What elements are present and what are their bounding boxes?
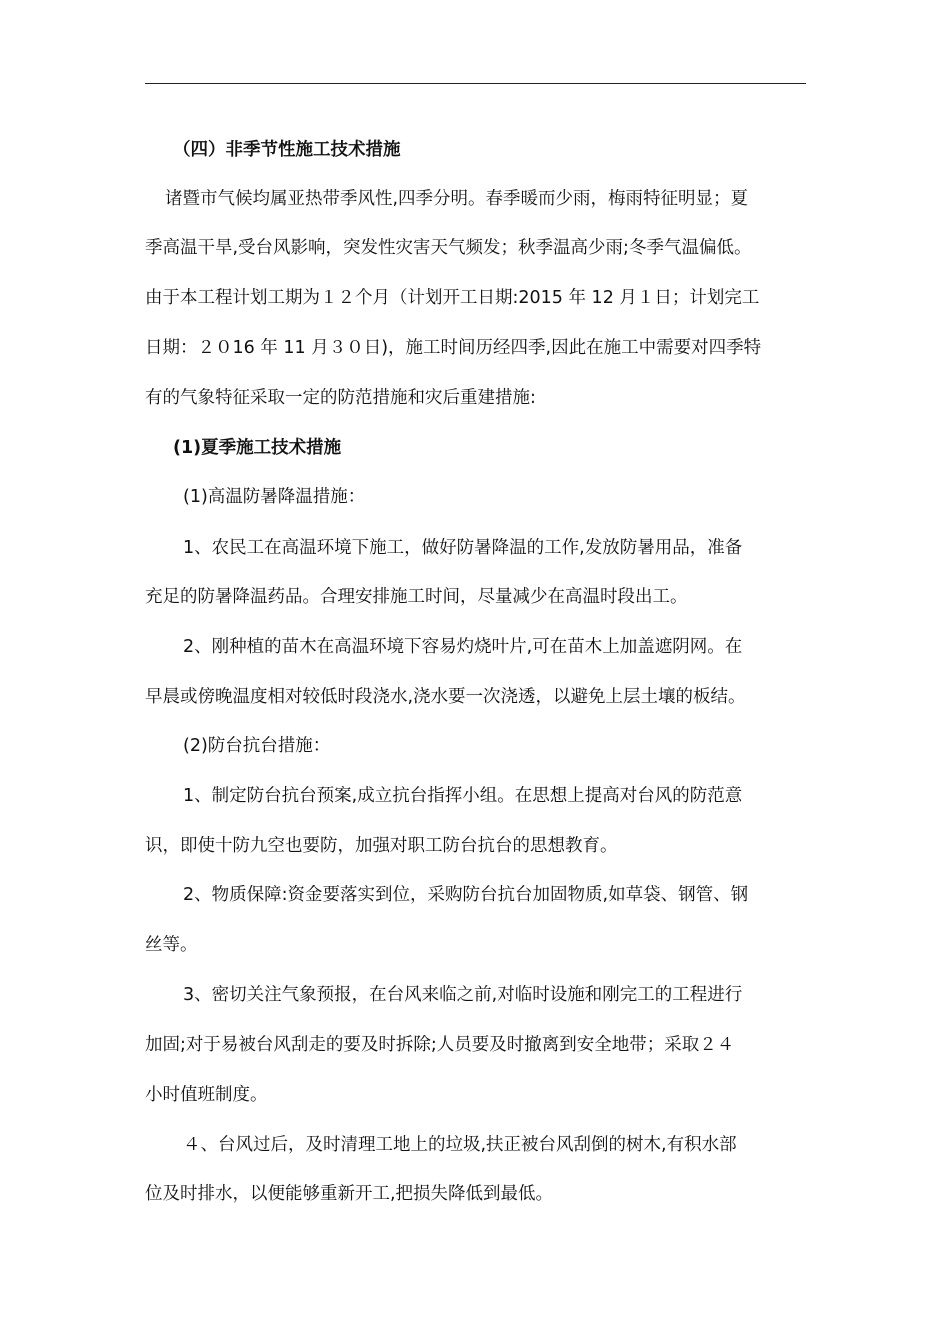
subheading-typhoon: (2)防台抗台措施： xyxy=(183,736,331,756)
item-t2-line-1: 2、物质保障:资金要落实到位，采购防台抗台加固物质,如草袋、钢管、钢 xyxy=(183,885,749,905)
subheading-cooling: (1)高温防暑降温措施： xyxy=(183,487,366,507)
item-t1-line-1: 1、制定防台抗台预案,成立抗台指挥小组。在思想上提高对台风的防范意 xyxy=(183,786,743,806)
body-line-3: 由于本工程计划工期为１２个月（计划开工日期:2015 年 12 月１日；计划完工 xyxy=(145,288,760,308)
item-t3-line-3: 小时值班制度。 xyxy=(145,1085,268,1105)
body-line-2: 季高温干旱,受台风影响，突发性灾害天气频发；秋季温高少雨;冬季气温偏低。 xyxy=(145,238,752,258)
heading-section-4: （四）非季节性施工技术措施 xyxy=(173,140,401,160)
header-rule xyxy=(145,83,806,84)
item-t2-line-2: 丝等。 xyxy=(145,935,198,955)
item-t4-line-2: 位及时排水，以便能够重新开工,把损失降低到最低。 xyxy=(145,1184,554,1204)
item-t3-line-1: 3、密切关注气象预报，在台风来临之前,对临时设施和刚完工的工程进行 xyxy=(183,985,743,1005)
item-t3-line-2: 加固;对于易被台风刮走的要及时拆除;人员要及时撤离到安全地带；采取２４ xyxy=(145,1035,735,1055)
body-line-4: 日期：２０16 年 11 月３０日)，施工时间历经四季,因此在施工中需要对四季特 xyxy=(145,338,762,358)
item-t1-line-2: 识，即使十防九空也要防，加强对职工防台抗台的思想教育。 xyxy=(145,836,618,856)
item-1-line-1: 1、农民工在高温环境下施工，做好防暑降温的工作,发放防暑用品，准备 xyxy=(183,538,743,558)
item-2-line-1: 2、刚种植的苗木在高温环境下容易灼烧叶片,可在苗木上加盖遮阴网。在 xyxy=(183,637,743,657)
item-1-line-2: 充足的防暑降温药品。合理安排施工时间，尽量减少在高温时段出工。 xyxy=(145,587,688,607)
body-line-1: 诸暨市气候均属亚热带季风性,四季分明。春季暖而少雨，梅雨特征明显；夏 xyxy=(165,189,749,209)
item-2-line-2: 早晨或傍晚温度相对较低时段浇水,浇水要一次浇透，以避免上层土壤的板结。 xyxy=(145,687,746,707)
body-line-5: 有的气象特征采取一定的防范措施和灾后重建措施: xyxy=(145,388,536,408)
heading-summer: (1)夏季施工技术措施 xyxy=(173,438,342,458)
item-t4-line-1: ４、台风过后，及时清理工地上的垃圾,扶正被台风刮倒的树木,有积水部 xyxy=(183,1135,737,1155)
